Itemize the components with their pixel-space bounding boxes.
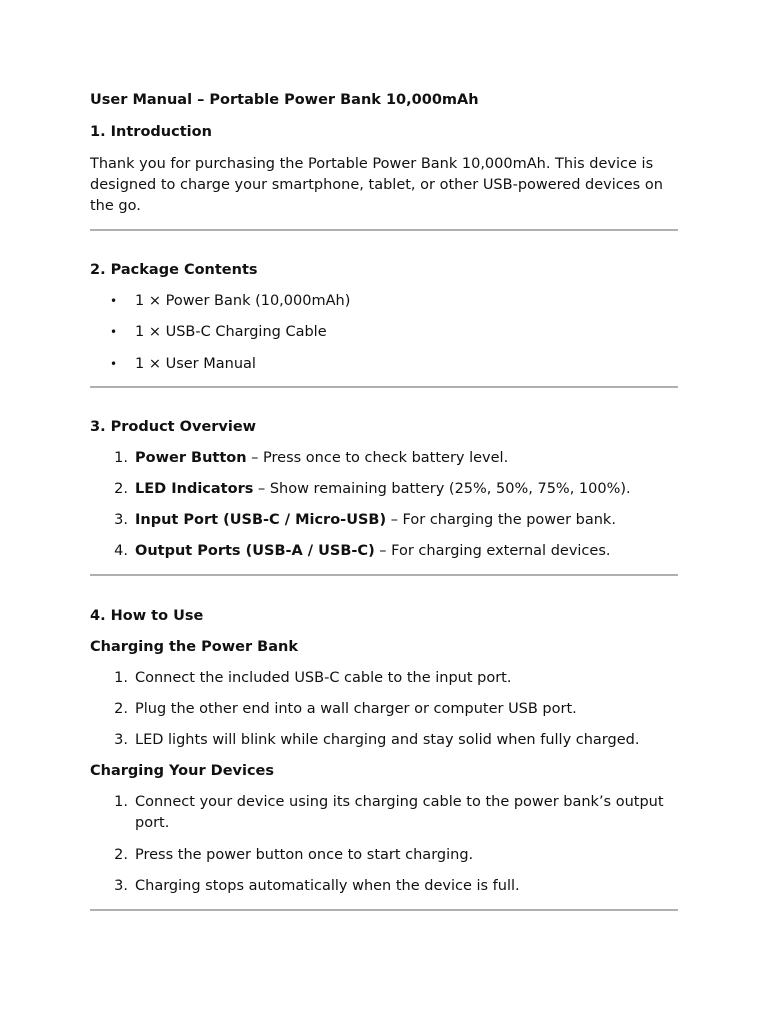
product-overview-list <box>90 448 678 562</box>
package-contents-list <box>90 291 678 375</box>
section-heading-product-overview: 3. Product Overview <box>90 419 257 435</box>
list-item: • 1 × Power Bank (10,000mAh) <box>90 291 678 312</box>
list-item: 2. Plug the other end into a wall charger or computer USB port. <box>114 701 577 717</box>
document-title: User Manual – Portable Power Bank 10,000mAh <box>90 92 479 108</box>
bullet-icon: • <box>110 357 118 371</box>
overview-term: Input Port (USB-C / Micro-USB) <box>135 512 387 528</box>
section-divider <box>90 386 678 388</box>
subheading-charging-power-bank: Charging the Power Bank <box>90 639 298 655</box>
section-heading-how-to-use: 4. How to Use <box>90 608 204 624</box>
charging-devices-steps <box>90 792 678 897</box>
list-item: 2. LED Indicators – Show remaining battery (25%, 50%, 75%, 100%). <box>114 481 631 497</box>
list-item: • 1 × USB-C Charging Cable <box>90 322 678 343</box>
section-divider <box>90 229 678 231</box>
charging-power-bank-steps <box>90 668 678 751</box>
list-item: • 1 × User Manual <box>90 354 678 375</box>
section-divider <box>90 574 678 576</box>
section-divider <box>90 909 678 911</box>
list-item: 3. Input Port (USB-C / Micro-USB) – For charging the power bank. <box>114 512 616 528</box>
list-item: 3. LED lights will blink while charging and stay solid when fully charged. <box>114 732 640 748</box>
bullet-icon: • <box>110 294 118 308</box>
list-item: 1. Connect the included USB-C cable to the input port. <box>114 670 512 686</box>
overview-term: Power Button <box>135 450 247 466</box>
introduction-text: Thank you for purchasing the Portable Power Bank 10,000mAh. This device is designed to charge your smartphone, tablet, or other USB-powered devices on the go. <box>90 156 663 214</box>
section-heading-package-contents: 2. Package Contents <box>90 262 258 278</box>
section-heading-introduction: 1. Introduction <box>90 124 212 140</box>
list-item: 4. Output Ports (USB-A / USB-C) – For charging external devices. <box>114 543 611 559</box>
list-item: 2. Press the power button once to start charging. <box>114 847 474 863</box>
overview-term: LED Indicators <box>135 481 254 497</box>
overview-term: Output Ports (USB-A / USB-C) <box>135 543 375 559</box>
list-item: 1. Connect your device using its charging cable to the power bank’s output port. <box>114 794 664 831</box>
subheading-charging-devices: Charging Your Devices <box>90 763 275 779</box>
bullet-icon: • <box>110 325 118 339</box>
list-item: 3. Charging stops automatically when the device is full. <box>114 878 520 894</box>
list-item: 1. Power Button – Press once to check battery level. <box>114 450 509 466</box>
